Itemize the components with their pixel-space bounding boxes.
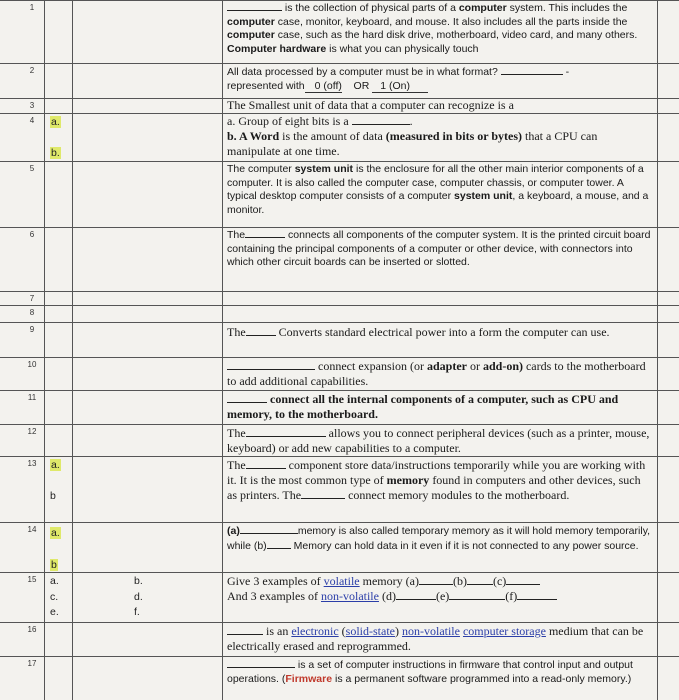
question-text: is an electronic (solid-state) non-volatile computer storage medium that can be electrically erased and reprogrammed.	[227, 624, 644, 653]
table-row	[0, 424, 679, 456]
row-number: 13	[27, 459, 37, 468]
question-text: The allows you to connect peripheral devices (such as a printer, mouse, keyboard) or add new capabilities to a computer.	[227, 426, 650, 455]
table-row	[0, 305, 679, 322]
question-text: The component store data/instructions temporarily while you are working with it. It is the most common type of memory found in computers and other devices, such as printers. The connect memory modules to the motherboard.	[227, 458, 646, 502]
sub-label: d.	[134, 591, 143, 603]
row-number: 3	[29, 101, 35, 110]
sub-label: b.	[134, 575, 143, 587]
question-text: a. Group of eight bits is a . b. A Word is the amount of data (measured in bits or bytes) that a CPU can manipulate at one time.	[227, 114, 598, 158]
table-row	[0, 98, 679, 113]
row-number: 5	[29, 164, 35, 173]
table-row	[0, 161, 679, 227]
question-text: is the collection of physical parts of a computer system. This includes the computer case, monitor, keyboard, and mouse. It also includes all the parts inside the computer case, such as the hard disk drive, motherboard, video card, and many others. Computer hardware is what you can physically touch	[227, 2, 638, 55]
row-number: 16	[27, 625, 37, 634]
question-text: The Smallest unit of data that a computer can recognize is a	[227, 98, 514, 112]
question-text: The computer system unit is the enclosure for all the other main interior components of a computer. It is also called the computer case, computer chassis, or computer tower. A typical desktop computer consists of a computer system unit, a keyboard, a mouse, and a monitor.	[227, 163, 649, 216]
table-row	[0, 113, 679, 161]
table-row	[0, 456, 679, 522]
sub-label: a.	[51, 459, 60, 471]
question-text: Give 3 examples of volatile memory (a) (b) (c) And 3 examples of non-volatile (d) (e) (f)	[227, 574, 652, 604]
table-row	[0, 572, 679, 622]
table-row	[0, 357, 679, 390]
question-text: (a) memory is also called temporary memory as it will hold memory temporarily, while (b) Memory can hold data in it even if it is not connected to any power source.	[227, 525, 651, 552]
row-number: 4	[29, 116, 35, 125]
question-text: connect all the internal components of a computer, such as CPU and memory, to the motherboard.	[227, 392, 619, 421]
row-number: 17	[27, 659, 37, 668]
table-row	[0, 291, 679, 305]
table-row	[0, 390, 679, 424]
table-row	[0, 522, 679, 572]
row-number: 15	[27, 575, 37, 584]
table-row	[0, 656, 679, 700]
row-number: 10	[27, 360, 37, 369]
row-number: 12	[27, 427, 37, 436]
question-text: The Converts standard electrical power into a form the computer can use.	[227, 325, 610, 339]
sub-label: a.	[51, 116, 60, 128]
table-row	[0, 0, 679, 63]
row-number: 9	[29, 325, 35, 334]
row-number: 6	[29, 230, 35, 239]
table-row	[0, 322, 679, 357]
row-number: 14	[27, 525, 37, 534]
sub-label: e.	[50, 606, 59, 618]
question-text: The connects all components of the computer system. It is the printed circuit board containing the principal components of a computer or other device, with connectors into which other circuit boards can be inserted or slotted.	[227, 229, 651, 268]
sub-label: b	[50, 490, 56, 502]
sub-label: b.	[51, 147, 60, 159]
question-text: is a set of computer instructions in firmware that control input and output operations. (Firmware is a permanent software programmed into a read-only memory.)	[227, 659, 633, 685]
row-number: 8	[29, 308, 35, 317]
question-text: connect expansion (or adapter or add-on) cards to the motherboard to add additional capabilities.	[227, 359, 646, 388]
sub-label: a.	[50, 575, 59, 587]
table-row	[0, 63, 679, 98]
sub-label: a.	[51, 527, 60, 539]
sub-label: c.	[50, 591, 59, 603]
table-row	[0, 227, 679, 291]
sub-label: b	[51, 559, 57, 571]
row-number: 7	[29, 294, 35, 303]
sub-label: f.	[134, 606, 140, 618]
question-text: All data processed by a computer must be in what format? - represented with 0 (off) OR 1 (On)	[227, 66, 570, 92]
table-row	[0, 622, 679, 656]
row-number: 11	[27, 393, 37, 402]
row-number: 2	[29, 66, 35, 75]
row-number: 1	[29, 3, 35, 12]
